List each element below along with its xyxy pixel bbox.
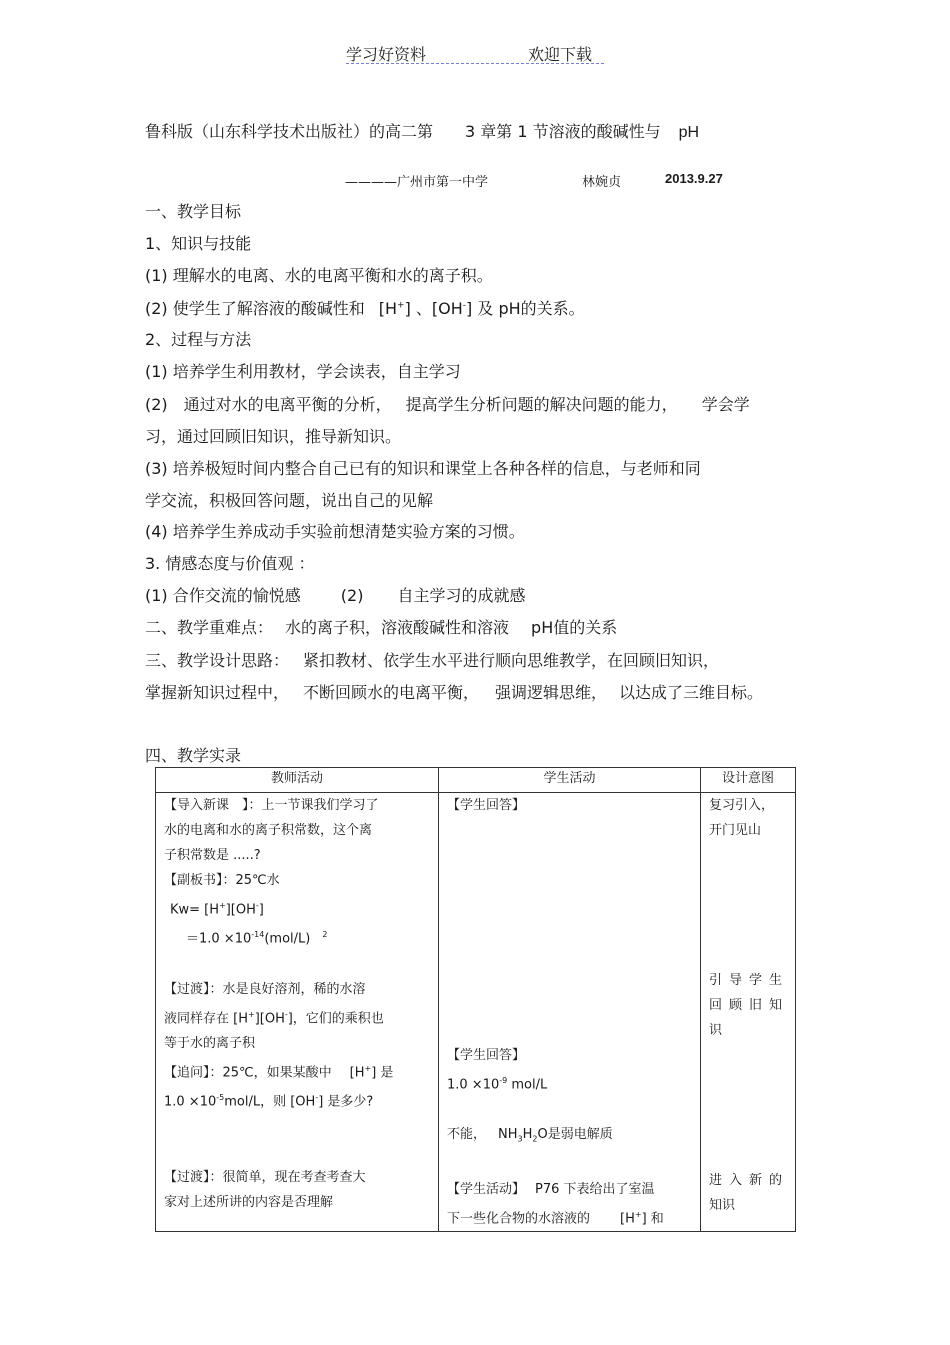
student-line: [447, 1122, 694, 1152]
student-line-3-sup: -9: [499, 1076, 508, 1085]
section-3-text-c: 不断回顾水的电离平衡，: [303, 683, 480, 702]
goal-1-2-2-line-1: [145, 392, 750, 415]
goal-1-1-2-sup-1: +: [397, 300, 405, 311]
student-line: [447, 1202, 694, 1231]
intent-line: 开门见山: [709, 823, 762, 838]
title-part-2: 3 章第 1 节溶液的酸碱性与: [465, 122, 661, 141]
table-header-row: [156, 768, 796, 793]
intent-line: 知识: [709, 1198, 736, 1213]
student-line-4-sub-1: 3: [517, 1134, 523, 1144]
student-line: 【学生回答】: [447, 798, 526, 813]
section-3-text-e: 以达成了三维目标。: [619, 683, 764, 702]
section-1-1-heading: 1、知识与技能: [145, 234, 252, 253]
kw-sup-2: -: [255, 901, 259, 910]
table-row: [156, 793, 796, 1232]
student-line-6-text-b: [H: [620, 1211, 635, 1227]
teacher-line: [164, 1085, 432, 1114]
student-line-4-text-c: H: [522, 1127, 533, 1143]
intent-line: 回顾旧知: [709, 998, 790, 1013]
intent-line: 进入新的: [709, 1173, 790, 1188]
title-part-1: 鲁科版（山东科学技术出版社）的高二第: [145, 122, 434, 141]
teacher-line: [164, 1002, 432, 1031]
section-3-text-a: 紧扣教材、依学生水平进行顺向思维教学，在回顾旧知识，: [303, 651, 720, 670]
header-teacher-activity: 教师活动: [156, 768, 439, 793]
teacher-line-8-sup-2: -: [284, 1009, 288, 1019]
kw-text-c: ]: [258, 902, 264, 918]
section-3-text-b: 掌握新知识过程中，: [145, 683, 290, 702]
student-line-6-text-a: 下一些化合物的水溶液的: [447, 1211, 591, 1227]
header-divider: [346, 63, 604, 64]
student-line-5-text-a: 【学生活动】: [447, 1181, 526, 1197]
goal-1-3-1-text-c: 自主学习的成就感: [397, 586, 526, 605]
teacher-line-11-text-b: mol/L，则 [OH: [224, 1094, 316, 1110]
kw-value-sup-2: 2: [322, 930, 328, 940]
goal-1-1-2-text-c: ] 、[OH: [404, 299, 463, 318]
student-line: [447, 1068, 694, 1097]
section-3-line-2: [145, 680, 763, 703]
teacher-line-10-sup: +: [364, 1063, 372, 1073]
intent-line: 识: [709, 1023, 723, 1038]
teacher-line: 【过渡】：水是良好溶剂，稀的水溶: [164, 981, 366, 997]
teacher-line-8-text-a: 液同样存在 [H: [164, 1010, 248, 1026]
design-intent-cell: [701, 793, 796, 1232]
goal-1-2-2-text-c: 学会学: [701, 395, 750, 414]
teacher-line-8-text-c: ]，它们的乘积也: [287, 1010, 384, 1026]
goal-1-2-3-line-1: (3) 培养极短时间内整合自己已有的知识和课堂上各种各样的信息，与老师和同: [145, 459, 701, 478]
header-left: 学习好资料: [346, 45, 427, 64]
kw-value-text-b: (mol/L): [264, 931, 311, 947]
teacher-line-11-text-a: 1.0 ×10: [164, 1094, 217, 1110]
teacher-line: 【过渡】：很简单，现在考查考查大: [164, 1169, 366, 1185]
goal-1-1-2-text-b: [H: [378, 299, 398, 318]
section-2-text-b: pH值的关系: [531, 618, 618, 637]
teacher-line-10-text-a: 【追问】：25℃，如果某酸中: [164, 1065, 332, 1081]
kw-value-sup: -14: [251, 930, 265, 940]
teacher-line-11-sup-2: -: [315, 1093, 319, 1103]
subtitle-date: 2013.9.27: [665, 171, 723, 186]
intent-line: 引导学生: [709, 973, 790, 988]
section-3-text-d: 强调逻辑思维，: [495, 683, 608, 702]
kw-text-b: ][OH: [225, 902, 256, 918]
goal-1-2-2-text-b: 提高学生分析问题的解决问题的能力，: [405, 395, 678, 414]
teacher-line: [164, 1056, 432, 1085]
section-4-heading: 四、教学实录: [145, 746, 242, 765]
kw-value: [164, 922, 432, 951]
section-2-text-a: 水的离子积，溶液酸碱性和溶液: [285, 618, 510, 637]
section-2: [145, 615, 617, 638]
student-line-5-text-b: P76 下表给出了室温: [535, 1181, 655, 1197]
teacher-line-8-text-b: ][OH: [254, 1010, 285, 1026]
student-line: [447, 1177, 694, 1202]
goal-1-3-1-text-a: (1) 合作交流的愉悦感: [145, 586, 301, 605]
student-line-6-sup: +: [634, 1209, 642, 1219]
header-right: 欢迎下载: [528, 45, 593, 64]
section-1-2-heading: 2、过程与方法: [145, 330, 252, 349]
student-line-4-text-a: 不能，: [447, 1127, 487, 1143]
header-student-activity: 学生活动: [439, 768, 701, 793]
section-3-heading: 三、教学设计思路：: [145, 651, 290, 670]
student-line-6-text-c: ] 和: [641, 1211, 664, 1227]
goal-1-2-2-text-a: (2) 通过对水的电离平衡的分析，: [145, 395, 392, 414]
goal-1-3-1: [145, 583, 525, 606]
teacher-line-11-text-c: ] 是多少?: [318, 1094, 374, 1110]
goal-1-2-3-line-2: 学交流，积极回答问题，说出自己的见解: [145, 491, 434, 510]
goal-1-1-1: (1) 理解水的电离、水的电离平衡和水的离子积。: [145, 266, 493, 285]
kw-sup-1: +: [219, 901, 226, 910]
goal-1-3-1-text-b: (2): [340, 586, 364, 605]
teacher-line-10-text-b: [H: [349, 1065, 365, 1081]
intent-line: 复习引入，: [709, 798, 775, 813]
section-3-line-1: [145, 648, 719, 671]
teacher-line: 等于水的离子积: [164, 1035, 256, 1051]
section-2-heading: 二、教学重难点：: [145, 618, 274, 637]
teaching-record-table: [155, 767, 796, 1232]
student-activity-cell: [439, 793, 701, 1232]
title-part-3: pH: [678, 124, 700, 141]
document-title: [145, 119, 699, 142]
subtitle-author: 林婉贞: [582, 175, 622, 190]
goal-1-1-2-text-d: ] 及 pH的关系。: [466, 299, 585, 318]
goal-1-1-2-text-a: (2) 使学生了解溶液的酸碱性和: [145, 299, 365, 318]
kw-text-a: Kw= [H: [170, 902, 220, 918]
teacher-line-8-sup-1: +: [247, 1009, 255, 1019]
goal-1-2-4: (4) 培养学生养成动手实验前想清楚实验方案的习惯。: [145, 522, 525, 541]
goal-1-1-2-sup-2: -: [462, 300, 467, 311]
kw-formula: [164, 893, 432, 922]
student-line: 【学生回答】: [447, 1048, 526, 1063]
student-line-3-text-a: 1.0 ×10: [447, 1077, 500, 1093]
student-line-4-sub-2: 2: [532, 1134, 538, 1144]
goal-1-2-2-line-2: 习，通过回顾旧知识，推导新知识。: [145, 427, 402, 446]
teacher-line: 【副板书】：25℃水: [164, 873, 280, 888]
section-1-3-heading: 3. 情感态度与价值观 ：: [145, 554, 315, 573]
teacher-line: 家对上述所讲的内容是否理解: [164, 1194, 334, 1210]
student-line-4-text-b: NH: [498, 1127, 518, 1143]
header-design-intent: 设计意图: [701, 768, 796, 793]
teacher-line: 水的电离和水的离子积常数，这个离: [164, 823, 373, 838]
teacher-line: 【导入新课 】：上一节课我们学习了: [164, 798, 379, 813]
section-1-heading: 一、教学目标: [145, 202, 242, 221]
teacher-line: 子积常数是 .....?: [164, 848, 261, 863]
goal-1-1-2: [145, 296, 585, 319]
subtitle-school: ————广州市第一中学: [345, 175, 489, 190]
goal-1-2-1: (1) 培养学生利用教材，学会读表，自主学习: [145, 362, 461, 381]
teacher-activity-cell: [156, 793, 439, 1232]
teacher-line-10-text-c: ] 是: [371, 1065, 394, 1081]
teacher-line-11-sup-1: -5: [216, 1093, 225, 1103]
student-line-4-text-d: O是弱电解质: [537, 1127, 613, 1143]
student-line-3-text-b: mol/L: [507, 1077, 548, 1093]
kw-value-text-a: ＝1.0 ×10: [186, 931, 252, 947]
